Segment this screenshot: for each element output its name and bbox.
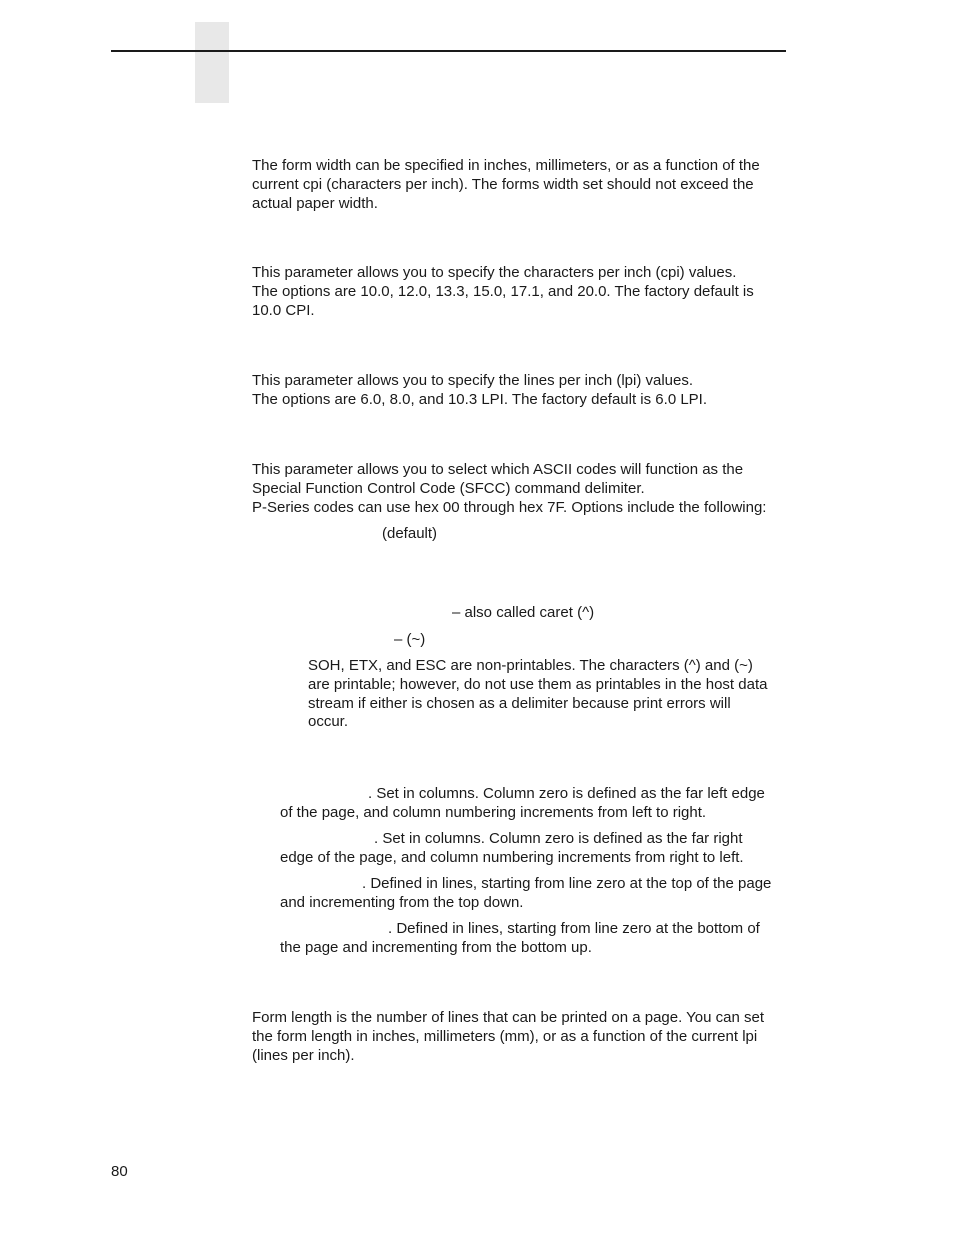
form-length-paragraph: Form length is the number of lines that can be printed on a page. You can set the form length in inches, millimeters (mm), or as a function of the current lpi (lines per inch). — [252, 1009, 764, 1064]
chapter-tab — [195, 22, 229, 103]
page-number: 80 — [111, 1163, 128, 1180]
sfcc-option-default: (default) — [382, 525, 438, 542]
sfcc-option-caret: – also called caret (^) — [452, 604, 595, 621]
sfcc-note: SOH, ETX, and ESC are non-printables. The characters (^) and (~) are printable; however, do not use them as printables in the host data stream if either is chosen as a delimiter because print errors will occur. — [308, 657, 768, 731]
sfcc-option-tilde: – (~) — [394, 631, 426, 648]
lpi-paragraph: This parameter allows you to specify the lines per inch (lpi) values. The options are 6.0, 8.0, and 10.3 LPI. The factory default is 6.0 LPI. — [252, 372, 708, 408]
orientation-left: . Set in columns. Column zero is defined as the far left edge of the page, and column numbering increments from left to right. — [280, 785, 765, 821]
orientation-bottom: . Defined in lines, starting from line zero at the bottom of the page and incrementing from the bottom up. — [280, 920, 760, 956]
cpi-paragraph: This parameter allows you to specify the characters per inch (cpi) values. The options are 10.0, 12.0, 13.3, 15.0, 17.1, and 20.0. The factory default is 10.0 CPI. — [252, 264, 754, 319]
orientation-top: . Defined in lines, starting from line zero at the top of the page and incrementing from the top down. — [280, 875, 772, 911]
orientation-right: . Set in columns. Column zero is defined as the far right edge of the page, and column numbering increments from right to left. — [280, 830, 744, 866]
header-rule — [111, 50, 786, 52]
sfcc-paragraph: This parameter allows you to select which ASCII codes will function as the Special Function Control Code (SFCC) command delimiter. P-Series codes can use hex 00 through hex 7F. Options include the following: — [252, 461, 767, 516]
form-width-paragraph: The form width can be specified in inches, millimeters, or as a function of the current cpi (characters per inch). The forms width set should not exceed the actual paper width. — [252, 157, 760, 212]
